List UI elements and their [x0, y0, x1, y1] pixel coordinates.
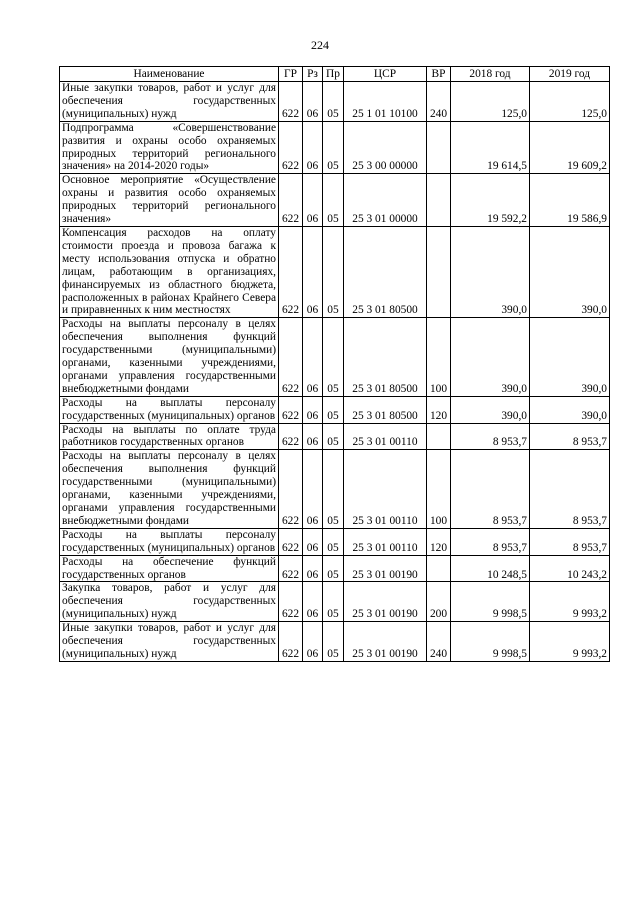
row-csr: 25 3 01 00110	[344, 423, 427, 450]
row-vr: 240	[427, 622, 451, 662]
table-row	[60, 174, 610, 227]
table-row	[60, 82, 610, 122]
row-gr: 622	[279, 450, 303, 528]
row-amount-2018: 19 592,2	[451, 174, 530, 227]
row-pr: 05	[323, 174, 344, 227]
row-gr: 622	[279, 622, 303, 662]
row-gr: 622	[279, 318, 303, 396]
row-pr: 05	[323, 121, 344, 174]
row-name: Закупка товаров, работ и услуг для обеспечения государственных (муниципальных) нужд	[60, 582, 279, 622]
row-rz: 06	[303, 174, 323, 227]
row-amount-2019: 390,0	[530, 396, 610, 423]
row-amount-2018: 19 614,5	[451, 121, 530, 174]
row-csr: 25 3 01 00190	[344, 622, 427, 662]
row-name: Основное мероприятие «Осуществление охраны и развития особо охраняемых природных территорий регионального значения»	[60, 174, 279, 227]
row-amount-2019: 9 993,2	[530, 582, 610, 622]
row-name: Расходы на выплаты персоналу в целях обеспечения выполнения функций государственными (муниципальными) органами, казенными учреждениями, органами управления государственными внебюджетными фондами	[60, 450, 279, 528]
budget-table	[59, 66, 610, 662]
row-vr: 100	[427, 450, 451, 528]
row-name: Расходы на выплаты по оплате труда работников государственных органов	[60, 423, 279, 450]
row-gr: 622	[279, 121, 303, 174]
row-amount-2018: 390,0	[451, 318, 530, 396]
table-row	[60, 555, 610, 582]
row-amount-2019: 10 243,2	[530, 555, 610, 582]
row-pr: 05	[323, 555, 344, 582]
row-vr: 120	[427, 528, 451, 555]
row-pr: 05	[323, 450, 344, 528]
row-csr: 25 3 01 80500	[344, 396, 427, 423]
row-gr: 622	[279, 174, 303, 227]
table-row	[60, 226, 610, 317]
row-vr: 120	[427, 396, 451, 423]
table-row	[60, 396, 610, 423]
row-csr: 25 3 01 80500	[344, 318, 427, 396]
row-rz: 06	[303, 318, 323, 396]
row-gr: 622	[279, 582, 303, 622]
row-pr: 05	[323, 582, 344, 622]
row-gr: 622	[279, 226, 303, 317]
header-name: Наименование	[60, 67, 279, 82]
header-gr: ГР	[279, 67, 303, 82]
row-amount-2018: 390,0	[451, 226, 530, 317]
row-amount-2019: 19 609,2	[530, 121, 610, 174]
row-amount-2018: 125,0	[451, 82, 530, 122]
header-pr: Пр	[323, 67, 344, 82]
row-csr: 25 3 01 80500	[344, 226, 427, 317]
row-vr	[427, 121, 451, 174]
row-rz: 06	[303, 82, 323, 122]
row-pr: 05	[323, 622, 344, 662]
row-vr: 240	[427, 82, 451, 122]
row-pr: 05	[323, 423, 344, 450]
row-vr: 200	[427, 582, 451, 622]
row-name: Расходы на выплаты персоналу государственных (муниципальных) органов	[60, 528, 279, 555]
header-rz: Рз	[303, 67, 323, 82]
header-2018: 2018 год	[451, 67, 530, 82]
row-rz: 06	[303, 226, 323, 317]
row-gr: 622	[279, 528, 303, 555]
row-amount-2019: 390,0	[530, 318, 610, 396]
row-rz: 06	[303, 121, 323, 174]
row-pr: 05	[323, 396, 344, 423]
row-amount-2018: 8 953,7	[451, 450, 530, 528]
row-gr: 622	[279, 82, 303, 122]
row-vr	[427, 555, 451, 582]
table-row	[60, 450, 610, 528]
row-name: Расходы на выплаты персоналу в целях обеспечения выполнения функций государственными (муниципальными) органами, казенными учреждениями, органами управления государственными внебюджетными фондами	[60, 318, 279, 396]
row-amount-2018: 8 953,7	[451, 528, 530, 555]
row-amount-2018: 9 998,5	[451, 582, 530, 622]
row-gr: 622	[279, 555, 303, 582]
row-amount-2019: 9 993,2	[530, 622, 610, 662]
row-amount-2019: 8 953,7	[530, 450, 610, 528]
row-amount-2018: 10 248,5	[451, 555, 530, 582]
table-row	[60, 423, 610, 450]
row-rz: 06	[303, 555, 323, 582]
row-rz: 06	[303, 450, 323, 528]
row-amount-2019: 390,0	[530, 226, 610, 317]
row-csr: 25 3 01 00000	[344, 174, 427, 227]
row-rz: 06	[303, 622, 323, 662]
row-rz: 06	[303, 396, 323, 423]
table-row	[60, 121, 610, 174]
row-name: Иные закупки товаров, работ и услуг для обеспечения государственных (муниципальных) нужд	[60, 622, 279, 662]
row-amount-2019: 8 953,7	[530, 528, 610, 555]
row-gr: 622	[279, 423, 303, 450]
row-csr: 25 3 00 00000	[344, 121, 427, 174]
row-csr: 25 1 01 10100	[344, 82, 427, 122]
row-vr	[427, 226, 451, 317]
row-amount-2019: 19 586,9	[530, 174, 610, 227]
row-rz: 06	[303, 528, 323, 555]
row-amount-2019: 125,0	[530, 82, 610, 122]
row-name: Компенсация расходов на оплату стоимости проезда и провоза багажа к месту использования отпуска и обратно лицам, работающим в организациях, финансируемых из областного бюджета, расположенных в районах Крайнего Севера и приравненных к ним местностях	[60, 226, 279, 317]
header-2019: 2019 год	[530, 67, 610, 82]
row-amount-2019: 8 953,7	[530, 423, 610, 450]
row-name: Подпрограмма «Совершенствование развития и охраны особо охраняемых природных территорий регионального значения» на 2014-2020 годы»	[60, 121, 279, 174]
row-csr: 25 3 01 00110	[344, 450, 427, 528]
row-csr: 25 3 01 00110	[344, 528, 427, 555]
row-name: Расходы на выплаты персоналу государственных (муниципальных) органов	[60, 396, 279, 423]
row-amount-2018: 390,0	[451, 396, 530, 423]
row-pr: 05	[323, 318, 344, 396]
row-vr	[427, 174, 451, 227]
row-amount-2018: 9 998,5	[451, 622, 530, 662]
table-row	[60, 582, 610, 622]
header-csr: ЦСР	[344, 67, 427, 82]
header-vr: ВР	[427, 67, 451, 82]
row-rz: 06	[303, 582, 323, 622]
row-name: Расходы на обеспечение функций государственных органов	[60, 555, 279, 582]
row-vr: 100	[427, 318, 451, 396]
row-amount-2018: 8 953,7	[451, 423, 530, 450]
row-rz: 06	[303, 423, 323, 450]
row-gr: 622	[279, 396, 303, 423]
table-row	[60, 318, 610, 396]
row-csr: 25 3 01 00190	[344, 555, 427, 582]
row-name: Иные закупки товаров, работ и услуг для обеспечения государственных (муниципальных) нужд	[60, 82, 279, 122]
row-pr: 05	[323, 226, 344, 317]
row-csr: 25 3 01 00190	[344, 582, 427, 622]
table-row	[60, 528, 610, 555]
row-pr: 05	[323, 82, 344, 122]
row-vr	[427, 423, 451, 450]
row-pr: 05	[323, 528, 344, 555]
table-row	[60, 622, 610, 662]
page-number: 224	[311, 38, 329, 52]
table-header-row	[60, 67, 610, 82]
